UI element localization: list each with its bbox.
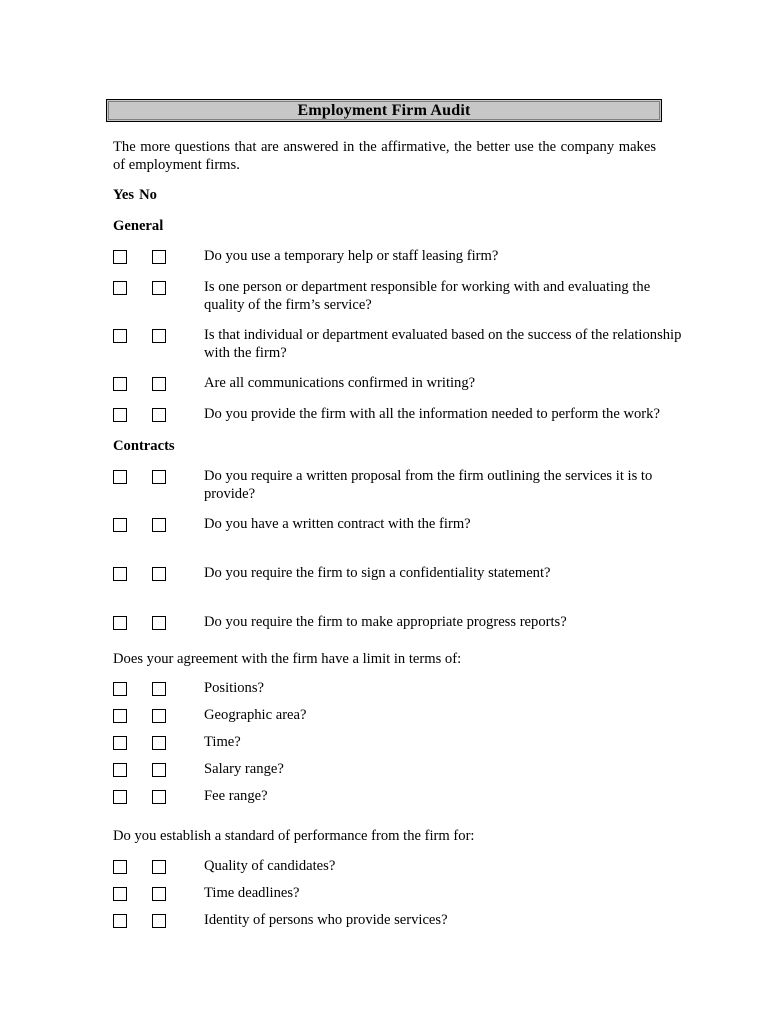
no-checkbox[interactable] xyxy=(152,377,166,391)
intro-text: The more questions that are answered in the affirmative, the better use the company makes of employment firms. xyxy=(113,139,656,173)
question-text: Positions? xyxy=(204,680,265,696)
yes-checkbox[interactable] xyxy=(113,408,127,422)
limits-prompt: Does your agreement with the firm have a limit in terms of: xyxy=(113,651,462,667)
question-text: Do you require the firm to sign a confidentiality statement? xyxy=(204,565,551,581)
question-text: Is one person or department responsible for working with and evaluating the quality of the firm’s service? xyxy=(204,279,651,313)
question-text: Identity of persons who provide services? xyxy=(204,912,448,928)
yes-checkbox[interactable] xyxy=(113,567,127,581)
yes-checkbox[interactable] xyxy=(113,709,127,723)
question-text: Time? xyxy=(204,734,241,750)
question-text: Time deadlines? xyxy=(204,885,300,901)
question-text: Do you require a written proposal from the firm outlining the services it is to provide? xyxy=(204,468,653,502)
no-checkbox[interactable] xyxy=(152,408,166,422)
yes-checkbox[interactable] xyxy=(113,860,127,874)
yes-checkbox[interactable] xyxy=(113,377,127,391)
section-heading-contracts: Contracts xyxy=(113,438,175,454)
yes-no-header xyxy=(113,186,162,204)
yes-checkbox[interactable] xyxy=(113,682,127,696)
no-checkbox[interactable] xyxy=(152,790,166,804)
no-header: No xyxy=(139,187,157,203)
question-text: Fee range? xyxy=(204,788,268,804)
yes-checkbox[interactable] xyxy=(113,281,127,295)
section-heading-general: General xyxy=(113,218,164,234)
no-checkbox[interactable] xyxy=(152,914,166,928)
yes-checkbox[interactable] xyxy=(113,616,127,630)
yes-checkbox[interactable] xyxy=(113,470,127,484)
no-checkbox[interactable] xyxy=(152,518,166,532)
no-checkbox[interactable] xyxy=(152,616,166,630)
question-text: Is that individual or department evaluated based on the success of the relationship with the firm? xyxy=(204,327,682,361)
no-checkbox[interactable] xyxy=(152,887,166,901)
yes-checkbox[interactable] xyxy=(113,329,127,343)
yes-checkbox[interactable] xyxy=(113,250,127,264)
yes-checkbox[interactable] xyxy=(113,887,127,901)
yes-checkbox[interactable] xyxy=(113,914,127,928)
no-checkbox[interactable] xyxy=(152,736,166,750)
no-checkbox[interactable] xyxy=(152,763,166,777)
no-checkbox[interactable] xyxy=(152,860,166,874)
question-text: Quality of candidates? xyxy=(204,858,336,874)
yes-checkbox[interactable] xyxy=(113,790,127,804)
no-checkbox[interactable] xyxy=(152,470,166,484)
question-text: Do you have a written contract with the firm? xyxy=(204,516,471,532)
no-checkbox[interactable] xyxy=(152,250,166,264)
question-text: Geographic area? xyxy=(204,707,307,723)
standards-prompt: Do you establish a standard of performance from the firm for: xyxy=(113,828,475,844)
question-text: Are all communications confirmed in writing? xyxy=(204,375,476,391)
no-checkbox[interactable] xyxy=(152,682,166,696)
yes-checkbox[interactable] xyxy=(113,736,127,750)
title-bar xyxy=(106,99,662,122)
no-checkbox[interactable] xyxy=(152,329,166,343)
yes-header: Yes xyxy=(113,187,135,203)
no-checkbox[interactable] xyxy=(152,281,166,295)
yes-checkbox[interactable] xyxy=(113,763,127,777)
no-checkbox[interactable] xyxy=(152,567,166,581)
question-text: Do you require the firm to make appropriate progress reports? xyxy=(204,614,567,630)
page-title: Employment Firm Audit xyxy=(297,101,471,119)
question-text: Salary range? xyxy=(204,761,284,777)
no-checkbox[interactable] xyxy=(152,709,166,723)
question-text: Do you provide the firm with all the information needed to perform the work? xyxy=(204,406,660,422)
question-text: Do you use a temporary help or staff leasing firm? xyxy=(204,248,499,264)
yes-checkbox[interactable] xyxy=(113,518,127,532)
